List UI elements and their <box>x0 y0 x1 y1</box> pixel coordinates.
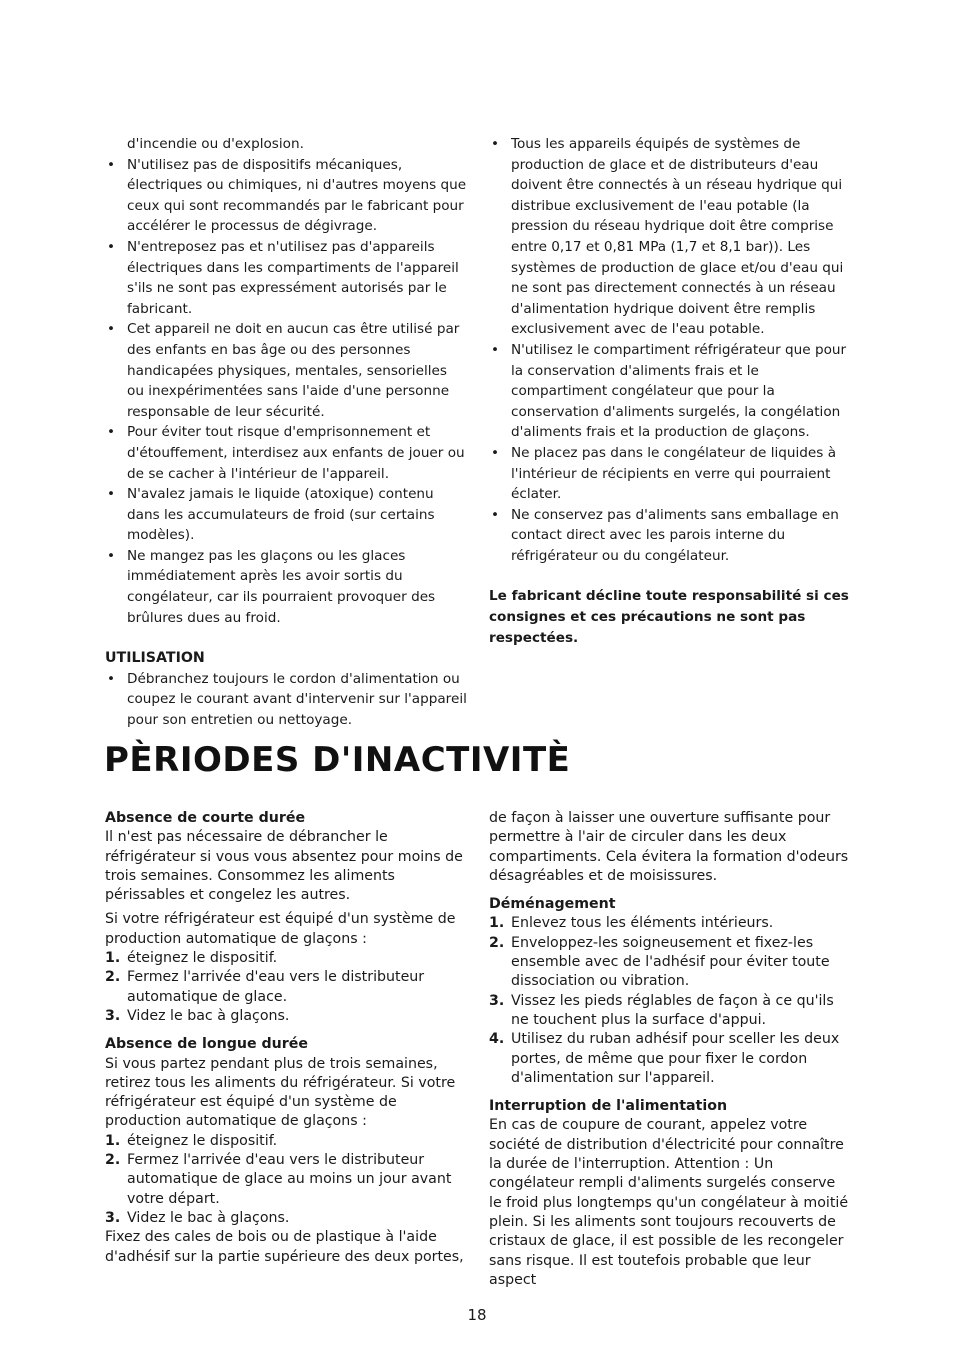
moving-heading: Déménagement <box>489 896 616 913</box>
moving-steps <box>489 914 851 1088</box>
bottom-right-column <box>489 809 851 1290</box>
long-absence-heading: Absence de longue durée <box>105 1036 309 1053</box>
list-item <box>105 949 467 968</box>
list-item: • Ne conservez pas d'aliments sans emballage en contact direct avec les parois interne du réfrigérateur ou du congélateur. <box>489 505 851 567</box>
step-number: 2. <box>105 969 121 986</box>
long-absence-text: Si vous partez pendant plus de trois semaines, retirez tous les aliments du réfrigérateur. Si votre réfrigérateur est équipé d'un système de production automatique de glaçons : <box>105 1055 456 1130</box>
list-item <box>105 1151 467 1209</box>
page-number: 18 <box>467 1306 487 1324</box>
top-left-column <box>105 134 467 731</box>
bottom-left-column <box>105 809 467 1267</box>
safety-bullet-list-right <box>489 134 851 566</box>
list-item: • Ne mangez pas les glaçons ou les glaces immédiatement après les avoir sortis du congélateur, car ils pourraient provoquer des brûlures dues au froid. <box>105 546 467 628</box>
list-item <box>489 934 851 992</box>
list-item <box>105 1007 467 1026</box>
list-item: • Tous les appareils équipés de systèmes de production de glace et de distributeurs d'eau doivent être connectés à un réseau hydrique qui distribue exclusivement de l'eau potable (la pression du réseau hydrique doit être comprise entre 0,17 et 0,81 MPa (1,7 et 8,1 bar)). Les systèmes de production de glace et/ou d'eau qui ne sont pas directement connectés à un réseau d'alimentation hydrique doivent être remplis exclusivement avec de l'eau potable. <box>489 134 851 340</box>
step-number: 3. <box>105 1007 121 1024</box>
section-title: PÈRIODES D'INACTIVITÈ <box>104 740 571 780</box>
list-item: • N'utilisez le compartiment réfrigérateur que pour la conservation d'aliments frais et le compartiment congélateur que pour la conservation d'aliments surgelés, la congélation d'aliments frais et la production de glaçons. <box>489 340 851 443</box>
list-item: • Ne placez pas dans le congélateur de liquides à l'intérieur de récipients en verre qui pourraient éclater. <box>489 443 851 505</box>
utilisation-heading: UTILISATION <box>105 650 205 667</box>
step-text: Videz le bac à glaçons. <box>127 1007 290 1024</box>
top-right-column <box>489 134 851 648</box>
list-item: • Pour éviter tout risque d'emprisonnement et d'étouffement, interdisez aux enfants de jouer ou de se cacher à l'intérieur de l'appareil. <box>105 422 467 484</box>
safety-bullet-list <box>105 155 467 629</box>
utilisation-bullet-list <box>105 669 467 731</box>
list-item: • N'utilisez pas de dispositifs mécaniques, électriques ou chimiques, ni d'autres moyens que ceux qui sont recommandés par le fabricant pour accélérer le processus de dégivrage. <box>105 155 467 237</box>
step-number: 4. <box>489 1031 505 1048</box>
power-interruption-heading: Interruption de l'alimentation <box>489 1098 728 1115</box>
power-interruption-text: En cas de coupure de courant, appelez votre société de distribution d'électricité pour connaître la durée de l'interruption. Attention : Un congélateur rempli d'aliments surgelés conserve le froid plus longtemps qu'un congélateur à moitié plein. Si les aliments sont toujours recouverts de cristaux de glace, il est possible de les recongeler sans risque. Il est toutefois probable que leur aspect <box>489 1117 849 1288</box>
step-text: Enlevez tous les éléments intérieurs. <box>511 915 774 932</box>
list-item: • Débranchez toujours le cordon d'alimentation ou coupez le courant avant d'intervenir sur l'appareil pour son entretien ou nettoyage. <box>105 669 467 731</box>
list-item: • Cet appareil ne doit en aucun cas être utilisé par des enfants en bas âge ou des personnes handicapées physiques, mentales, sensorielles ou inexpérimentées sans l'aide d'une personne responsable de leur sécurité. <box>105 319 467 422</box>
step-number: 2. <box>489 934 505 951</box>
short-absence-steps <box>105 949 467 1026</box>
liability-warning: Le fabricant décline toute responsabilité si ces consignes et ces précautions ne sont pas respectées. <box>489 588 849 646</box>
list-item <box>489 992 851 1031</box>
step-text: Fermez l'arrivée d'eau vers le distributeur automatique de glace. <box>127 969 425 1005</box>
step-text: Fermez l'arrivée d'eau vers le distributeur automatique de glace au moins un jour avant votre départ. <box>127 1152 452 1207</box>
step-text: éteignez le dispositif. <box>127 1132 278 1149</box>
list-item <box>105 968 467 1007</box>
short-absence-text: Il n'est pas nécessaire de débrancher le réfrigérateur si vous vous absentez pour moins de trois semaines. Consommez les aliments périssables et congelez les autres. <box>105 829 463 904</box>
step-number: 3. <box>489 992 505 1009</box>
step-number: 2. <box>105 1152 121 1169</box>
step-text: Videz le bac à glaçons. <box>127 1209 290 1226</box>
step-text: Enveloppez-les soigneusement et fixez-les ensemble avec de l'adhésif pour éviter toute dissociation ou vibration. <box>511 934 830 990</box>
long-absence-doors-text: Fixez des cales de bois ou de plastique à l'aide d'adhésif sur la partie supérieure des deux portes, <box>105 1229 464 1265</box>
list-item: • N'entreposez pas et n'utilisez pas d'appareils électriques dans les compartiments de l'appareil s'ils ne sont pas expressément autorisés par le fabricant. <box>105 237 467 319</box>
list-item <box>105 1209 467 1228</box>
step-number: 1. <box>489 915 505 932</box>
long-absence-doors-text-continued: de façon à laisser une ouverture suffisante pour permettre à l'air de circuler dans les deux compartiments. Cela évitera la formation d'odeurs désagréables et de moisissures. <box>489 810 849 884</box>
continued-text: d'incendie ou d'explosion. <box>127 136 304 152</box>
list-item <box>105 1132 467 1151</box>
short-absence-icemaker-text: Si votre réfrigérateur est équipé d'un système de production automatique de glaçons : <box>105 911 456 947</box>
step-number: 3. <box>105 1209 121 1226</box>
step-number: 1. <box>105 950 121 967</box>
short-absence-heading: Absence de courte durée <box>105 810 306 826</box>
list-item: • N'avalez jamais le liquide (atoxique) contenu dans les accumulateurs de froid (sur certains modèles). <box>105 484 467 546</box>
step-text: éteignez le dispositif. <box>127 950 278 967</box>
step-text: Utilisez du ruban adhésif pour sceller les deux portes, de même que pour fixer le cordon d'alimentation sur l'appareil. <box>511 1031 840 1086</box>
list-item <box>489 1030 851 1088</box>
list-item <box>489 914 851 933</box>
long-absence-steps <box>105 1132 467 1228</box>
step-text: Vissez les pieds réglables de façon à ce qu'ils ne touchent plus la surface d'appui. <box>511 992 834 1028</box>
step-number: 1. <box>105 1132 121 1149</box>
